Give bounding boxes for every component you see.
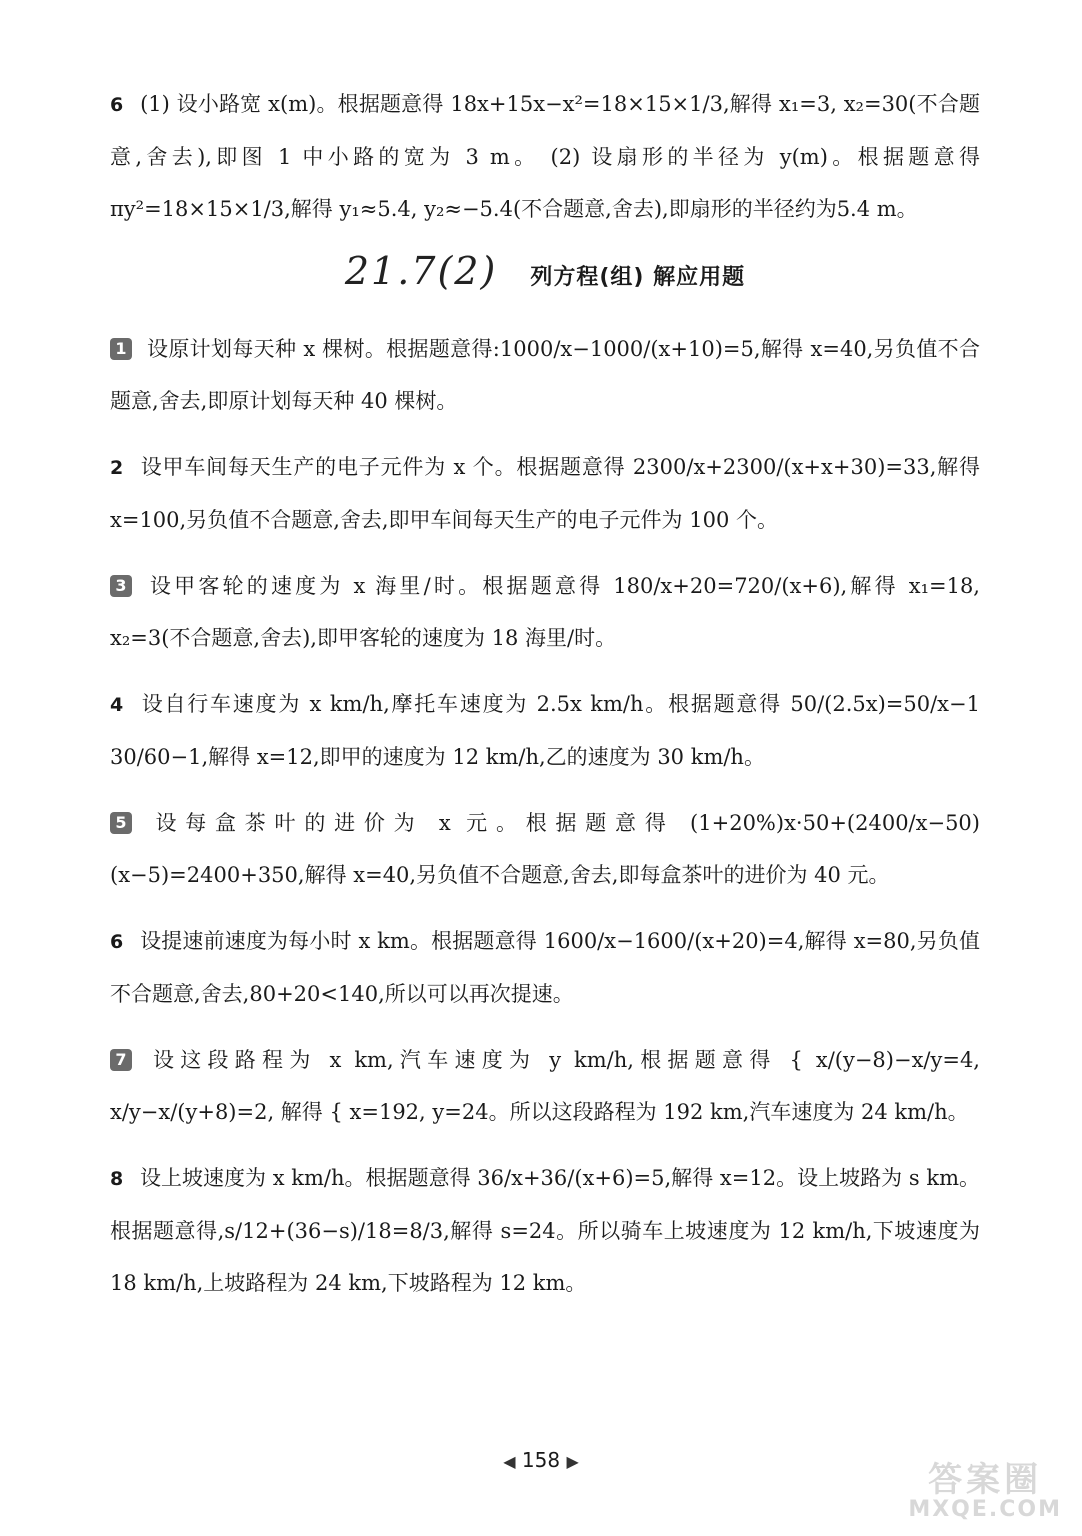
answer-5 xyxy=(110,797,980,901)
watermark-line1: 答案圈 xyxy=(928,1460,1043,1500)
answer-text: 设上坡速度为 x km/h。根据题意得 36/x+36/(x+6)=5,解得 x=12。设上坡路为 s km。根据题意得,s/12+(36−s)/18=8/3,解得 s=24。所以骑车上坡速度为 12 km/h,下坡速度为 18 km/h,上坡路程为 24 km,下坡路程为 12 km。 xyxy=(110,1166,980,1295)
right-arrow-icon: ▶ xyxy=(566,1452,579,1471)
section-title: 列方程(组) 解应用题 xyxy=(530,265,746,290)
question-number: 6 xyxy=(110,931,124,953)
question-number-boxed: 7 xyxy=(110,1049,132,1071)
answer-text: 设原计划每天种 x 棵树。根据题意得:1000/x−1000/(x+10)=5,解得 x=40,另负值不合题意,舍去,即原计划每天种 40 棵树。 xyxy=(110,337,980,413)
question-number-boxed: 1 xyxy=(110,338,132,360)
answer-8 xyxy=(110,1152,980,1309)
answer-6-top xyxy=(110,78,980,235)
answer-6 xyxy=(110,915,980,1020)
answer-1 xyxy=(110,323,980,427)
answer-text: 设自行车速度为 x km/h,摩托车速度为 2.5x km/h。根据题意得 50/(2.5x)=50/x−1 30/60−1,解得 x=12,即甲的速度为 12 km/h,乙的速度为 30 km/h。 xyxy=(110,692,980,769)
page-content xyxy=(110,78,980,1323)
answer-text: 设甲客轮的速度为 x 海里/时。根据题意得 180/x+20=720/(x+6),解得 x₁=18, x₂=3(不合题意,舍去),即甲客轮的速度为 18 海里/时。 xyxy=(110,574,980,650)
answer-2 xyxy=(110,441,980,546)
answer-text: 设提速前速度为每小时 x km。根据题意得 1600/x−1600/(x+20)=4,解得 x=80,另负值不合题意,舍去,80+20<140,所以可以再次提速。 xyxy=(110,929,980,1006)
question-number: 8 xyxy=(110,1168,124,1190)
answer-text: (1) 设小路宽 x(m)。根据题意得 18x+15x−x²=18×15×1/3,解得 x₁=3, x₂=30(不合题意,舍去),即图 1 中小路的宽为 3 m。 (2) 设扇形的半径为 y(m)。根据题意得 πy²=18×15×1/3,解得 y₁≈5.4, y₂≈−5.4(不合题意,舍去),即扇形的半径约为5.4 m。 xyxy=(110,92,980,221)
answer-text: 设每盒茶叶的进价为 x 元。根据题意得 (1+20%)x·50+(2400/x−50)(x−5)=2400+350,解得 x=40,另负值不合题意,舍去,即每盒茶叶的进价为 40 元。 xyxy=(110,811,980,887)
section-code: 21.7(2) xyxy=(344,249,498,293)
question-number-boxed: 5 xyxy=(110,812,132,834)
answer-3 xyxy=(110,560,980,664)
question-number: 4 xyxy=(110,694,124,716)
question-number: 2 xyxy=(110,457,124,479)
question-number: 6 xyxy=(110,94,124,116)
page-number: 158 xyxy=(521,1448,561,1472)
answer-7 xyxy=(110,1034,980,1138)
watermark-line2: MXQE.COM xyxy=(908,1497,1062,1522)
question-number-boxed: 3 xyxy=(110,575,132,597)
section-header xyxy=(110,249,980,293)
left-arrow-icon: ◀ xyxy=(503,1452,516,1471)
answer-text: 设这段路程为 x km,汽车速度为 y km/h,根据题意得 { x/(y−8)−x/y=4, x/y−x/(y+8)=2, 解得 { x=192, y=24。所以这段路程为 192 km,汽车速度为 24 km/h。 xyxy=(110,1048,980,1124)
answer-4 xyxy=(110,678,980,783)
watermark-logo xyxy=(908,1460,1062,1525)
answer-text: 设甲车间每天生产的电子元件为 x 个。根据题意得 2300/x+2300/(x+x+30)=33,解得 x=100,另负值不合题意,舍去,即甲车间每天生产的电子元件为 100 个。 xyxy=(110,455,980,532)
